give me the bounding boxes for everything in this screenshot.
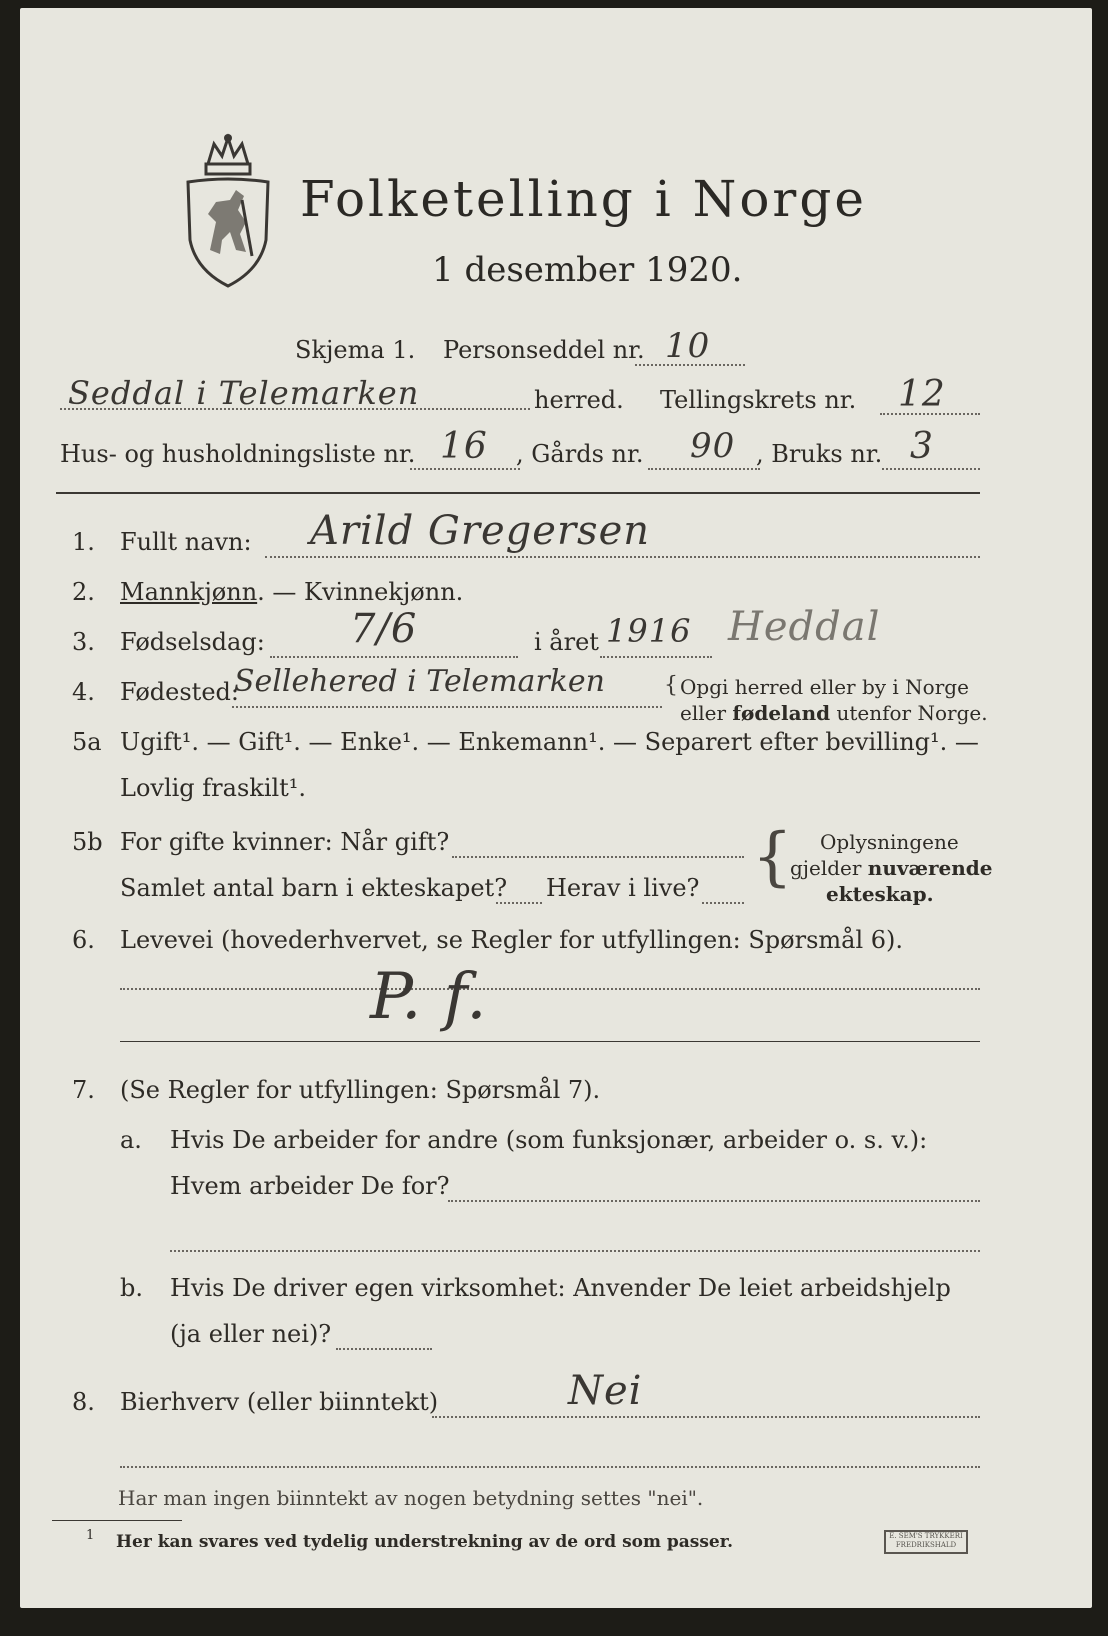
q5b-note-2b: nuværende [867, 856, 993, 880]
q7-label: (Se Regler for utfyllingen: Spørsmål 7). [120, 1076, 601, 1104]
q4-note-1: Opgi herred eller by i Norge [680, 675, 969, 699]
q5a-number: 5a [72, 728, 102, 756]
q6-line-2 [120, 1041, 980, 1042]
tellingskrets-label: Tellingskrets nr. [660, 386, 857, 414]
q8-line-2 [120, 1466, 980, 1468]
q5b-line1: For gifte kvinner: Når gift? [120, 828, 450, 856]
q5b-number: 5b [72, 828, 103, 856]
q1-line [265, 556, 980, 558]
q5b-note-3: ekteskap. [826, 882, 934, 906]
q8-number: 8. [72, 1388, 95, 1416]
q7a-number: a. [120, 1126, 142, 1154]
q7b-line1: Hvis De driver egen virksomhet: Anvender De leiet arbeidshjelp [170, 1274, 951, 1302]
footnote-text: Her kan svares ved tydelig understrekning av de ord som passer. [116, 1532, 734, 1552]
q7b-answer-line [336, 1348, 432, 1350]
q3-year-label: i året [534, 628, 599, 656]
bruks-label: , Bruks nr. [756, 440, 883, 468]
footnote-divider [52, 1520, 182, 1521]
q4-number: 4. [72, 678, 95, 706]
q1-value: Arild Gregersen [310, 508, 651, 554]
q3-year-value: 1916 [606, 612, 692, 650]
footnote-mark: 1 [86, 1528, 95, 1543]
q1-number: 1. [72, 528, 95, 556]
q5b-note-1: Oplysningene [820, 830, 959, 854]
hus-label: Hus- og husholdningsliste nr. [60, 440, 416, 468]
census-form-page [20, 8, 1092, 1608]
q1-label: Fullt navn: [120, 528, 252, 556]
form-title: Folketelling i Norge [300, 170, 867, 228]
q8-label: Bierhverv (eller biinntekt) [120, 1388, 439, 1416]
q3-label: Fødselsdag: [120, 628, 265, 656]
q4-note-2a: eller [680, 701, 733, 725]
q5b-when-line [452, 856, 744, 858]
q5b-brace: { [752, 820, 793, 894]
q4-note-2 [680, 701, 988, 725]
hus-value: 16 [440, 426, 488, 467]
q3-year-line [600, 656, 712, 658]
q6-value: P. f. [370, 960, 488, 1034]
personseddel-value: 10 [665, 326, 711, 366]
q5a-options: Ugift¹. — Gift¹. — Enke¹. — Enkemann¹. — Separert efter bevilling¹. — [120, 728, 979, 756]
printer-stamp [884, 1530, 968, 1554]
q2-end: . [455, 578, 464, 606]
q8-line [432, 1416, 980, 1418]
printer-stamp-text: E. SEM'S TRYKKERI FREDRIKSHALD [889, 1532, 963, 1549]
gards-line [648, 468, 760, 470]
personseddel-label: Personseddel nr. [443, 336, 645, 364]
q6-label: Levevei (hovederhvervet, se Regler for utfyllingen: Spørsmål 6). [120, 926, 904, 954]
gards-label: , Gårds nr. [516, 440, 644, 468]
q7a-answer-line [448, 1200, 980, 1202]
gards-value: 90 [690, 426, 736, 466]
q5b-alive-line [702, 902, 744, 904]
q6-line-1 [120, 988, 980, 990]
header-divider [56, 492, 980, 494]
q5b-children-line [496, 902, 542, 904]
bruks-line [882, 468, 980, 470]
bruks-value: 3 [910, 426, 934, 467]
q7a-line2: Hvem arbeider De for? [170, 1172, 450, 1200]
tellingskrets-value: 12 [898, 374, 946, 415]
hus-line [410, 468, 520, 470]
herred-label: herred. [534, 386, 624, 414]
q7b-line2: (ja eller nei)? [170, 1320, 332, 1348]
q8-value: Nei [568, 1368, 643, 1414]
q4-line [232, 706, 662, 708]
q4-label: Fødested: [120, 678, 239, 706]
q5b-note-2 [790, 856, 993, 880]
q2-sep: . — Kvinnekjønn [257, 578, 456, 606]
q3-day-line [270, 656, 518, 658]
q4-note-2b: fødeland [732, 701, 831, 725]
q5b-line2a: Samlet antal barn i ekteskapet? [120, 874, 508, 902]
q5b-line2b: Herav i live? [546, 874, 700, 902]
q2-number: 2. [72, 578, 95, 606]
q3-extra-value: Heddal [728, 604, 881, 650]
q6-number: 6. [72, 926, 95, 954]
q2-male-option: Mannkjønn [120, 578, 258, 606]
q2-options [120, 578, 463, 606]
herred-value: Seddal i Telemarken [68, 374, 420, 412]
q3-day-value: 7/6 [350, 606, 418, 652]
census-date: 1 desember 1920. [432, 250, 743, 290]
q4-value: Sellehered i Telemarken [234, 664, 606, 699]
skjema-label: Skjema 1. [295, 336, 416, 364]
coat-of-arms-icon [180, 130, 276, 290]
q4-note-2c: utenfor Norge. [830, 701, 988, 725]
q7b-number: b. [120, 1274, 143, 1302]
q7-number: 7. [72, 1076, 95, 1104]
q7a-line1: Hvis De arbeider for andre (som funksjonær, arbeider o. s. v.): [170, 1126, 928, 1154]
q5a-options-line2: Lovlig fraskilt¹. [120, 774, 307, 802]
q4-brace: { [664, 673, 678, 698]
q7a-answer-line-2 [170, 1250, 980, 1252]
q5b-note-2a: gjelder [790, 856, 868, 880]
biinntekt-note: Har man ingen biinntekt av nogen betydning settes "nei". [118, 1486, 704, 1510]
q3-number: 3. [72, 628, 95, 656]
